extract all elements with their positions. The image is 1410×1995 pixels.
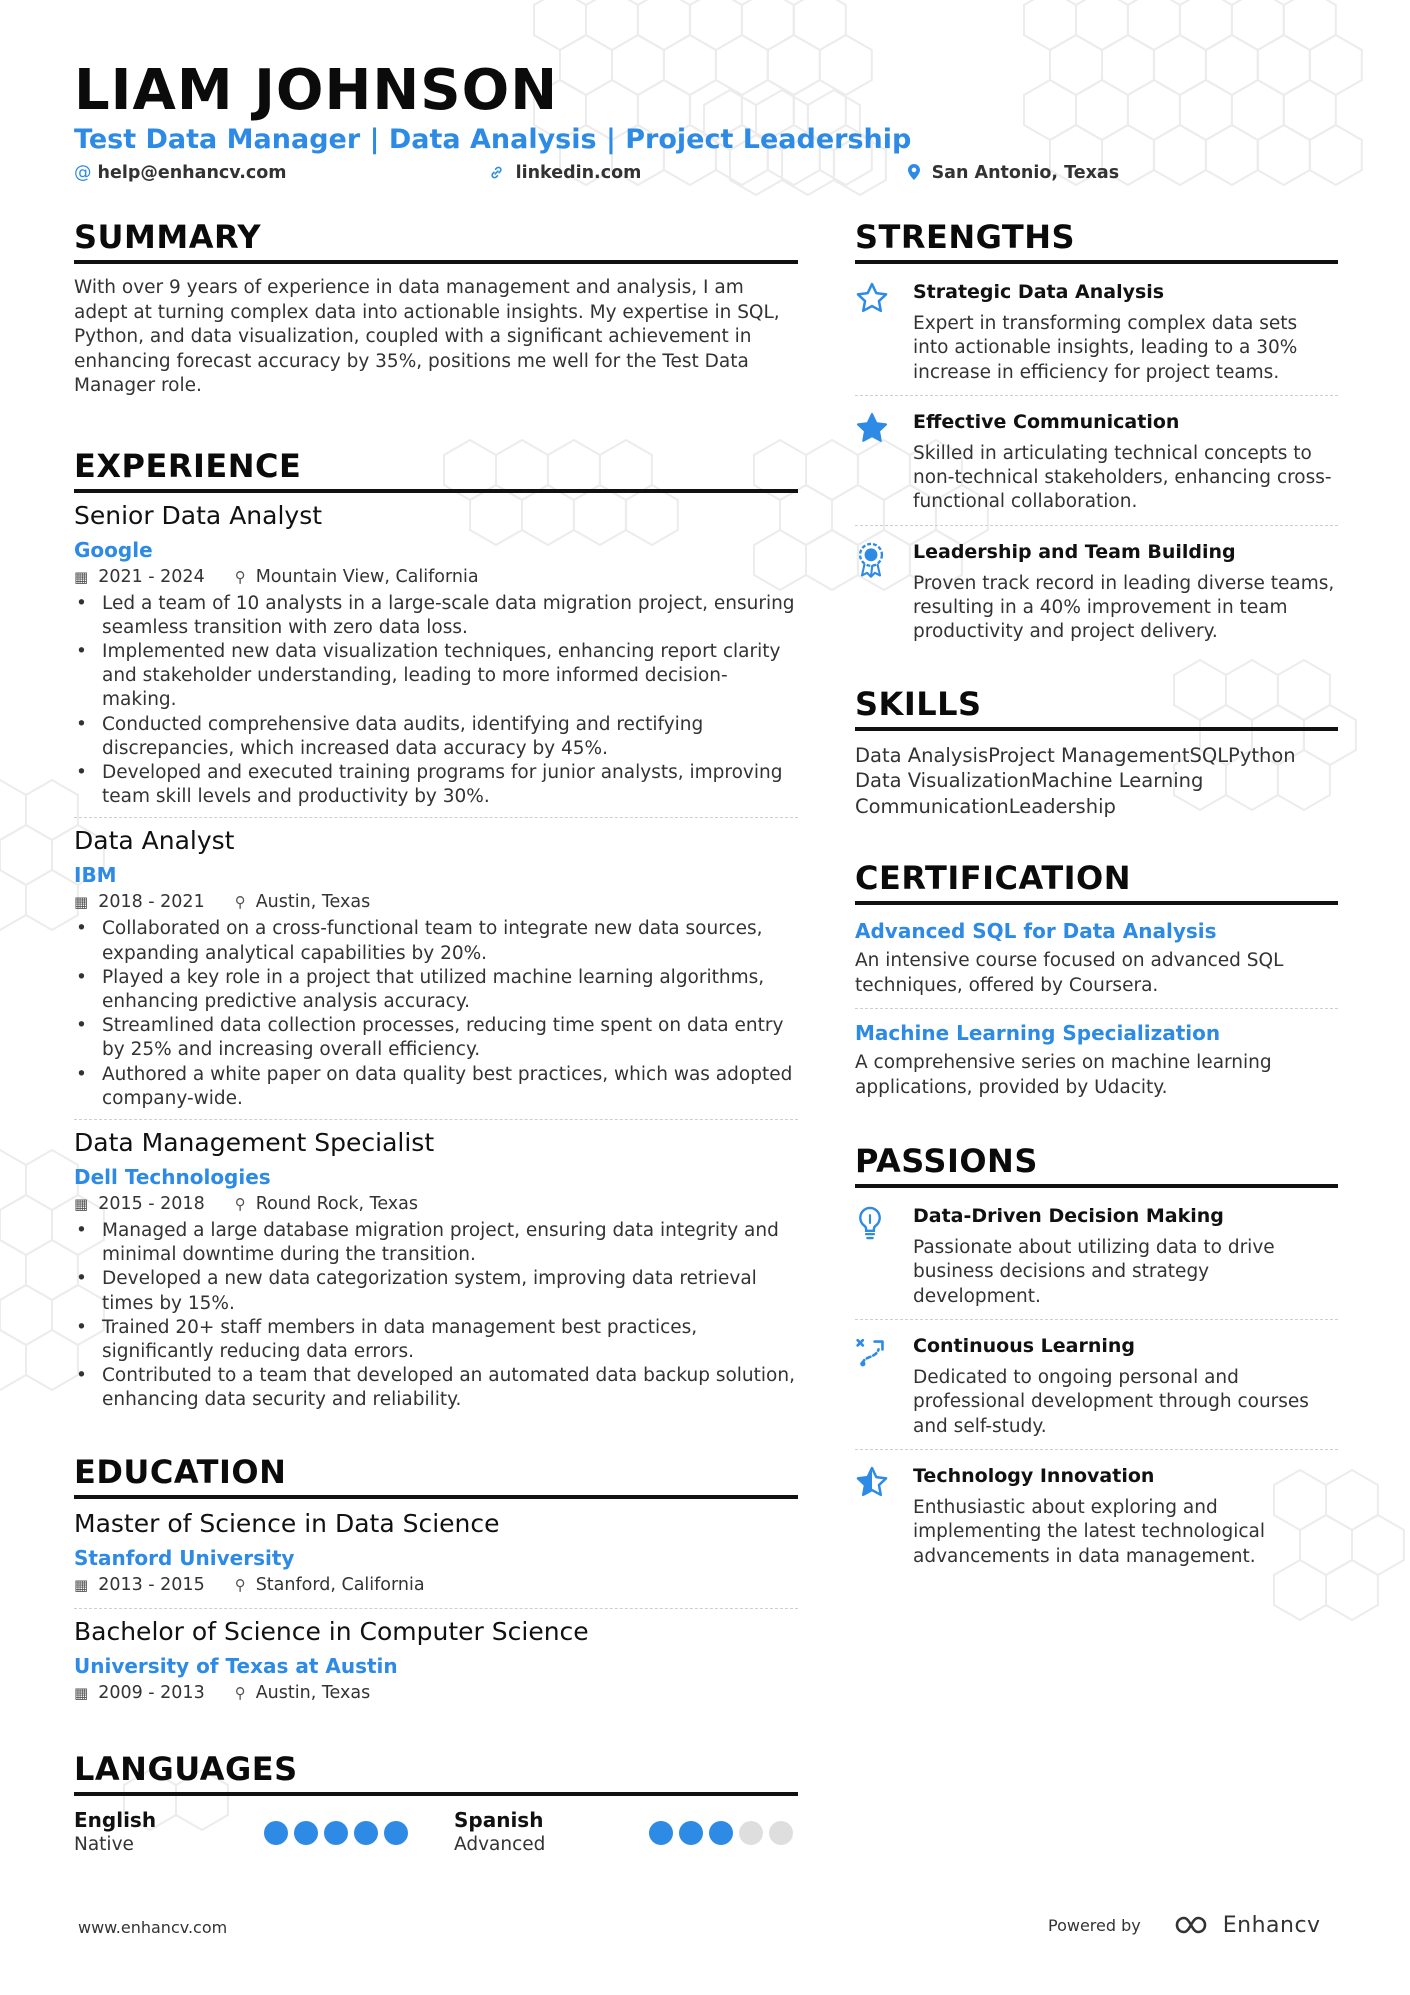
- rating-dot-empty: [739, 1821, 763, 1845]
- passion-item: [855, 1462, 1338, 1569]
- candidate-name: LIAM JOHNSON: [74, 58, 559, 123]
- company-name: IBM: [74, 863, 117, 888]
- list-item: • Developed a new data categorization system, improving data retrieval times by 15%.: [74, 1267, 798, 1315]
- location-pin-icon: [908, 163, 926, 183]
- rating-dot-filled: [324, 1821, 348, 1845]
- strength-item: [855, 408, 1338, 515]
- route-icon: [855, 1332, 913, 1439]
- language-level: Advanced: [454, 1833, 546, 1855]
- language-level: Native: [74, 1833, 134, 1855]
- rating-dot-empty: [769, 1821, 793, 1845]
- certification-item: [855, 1019, 1338, 1100]
- star-outline-icon: [855, 278, 913, 385]
- company-name: Dell Technologies: [74, 1164, 271, 1189]
- lightbulb-icon: [855, 1202, 913, 1309]
- powered-by-label: Powered by: [1048, 1915, 1141, 1935]
- divider: [74, 817, 798, 818]
- language-rating: [649, 1808, 793, 1845]
- divider: [855, 1319, 1338, 1320]
- certification-name: Advanced SQL for Data Analysis: [855, 919, 1217, 944]
- job-dates: 2021 - 2024: [98, 566, 205, 587]
- calendar-icon: ▦: [74, 893, 89, 912]
- star-filled-icon: [855, 408, 913, 515]
- rating-dot-filled: [354, 1821, 378, 1845]
- rating-dot-filled: [384, 1821, 408, 1845]
- certification-text: A comprehensive series on machine learning applications, provided by Udacity.: [855, 1052, 1272, 1098]
- passion-title: Technology Innovation: [913, 1464, 1155, 1487]
- job-dates: 2018 - 2021: [98, 892, 205, 913]
- brand-name: Enhancv: [1222, 1912, 1321, 1938]
- divider: [855, 1449, 1338, 1450]
- at-icon: @: [74, 163, 92, 183]
- skills-list: [855, 743, 1338, 820]
- job-meta: [74, 1191, 798, 1217]
- experience-entry: [74, 1126, 798, 1413]
- job-title: Senior Data Analyst: [74, 500, 323, 530]
- company-name: Google: [74, 537, 153, 562]
- rating-dot-filled: [294, 1821, 318, 1845]
- skills-line: CommunicationLeadership: [855, 794, 1116, 818]
- divider: [74, 1119, 798, 1120]
- experience-entry: [74, 499, 798, 810]
- job-meta: [74, 889, 798, 915]
- passion-title: Continuous Learning: [913, 1335, 1136, 1358]
- skills-line: Data AnalysisProject ManagementSQLPython: [855, 743, 1296, 767]
- candidate-headline: Test Data Manager | Data Analysis | Project Leadership: [74, 124, 912, 155]
- languages-list: [74, 1808, 798, 1857]
- list-item: • Developed and executed training programs for junior analysts, improving team skill levels and productivity by 30%.: [74, 761, 798, 809]
- certification-item: [855, 917, 1338, 998]
- job-location: Mountain View, California: [255, 566, 479, 587]
- calendar-icon: ▦: [74, 1194, 89, 1213]
- job-dates: 2015 - 2018: [98, 1193, 205, 1214]
- strength-item: [855, 278, 1338, 385]
- divider: [74, 1608, 798, 1609]
- education-heading: EDUCATION: [74, 1453, 798, 1499]
- list-item: • Conducted comprehensive data audits, identifying and rectifying discrepancies, which increased data accuracy by 45%.: [74, 713, 798, 761]
- passion-item: [855, 1202, 1338, 1309]
- passion-item: [855, 1332, 1338, 1439]
- strength-item: [855, 538, 1338, 645]
- job-location: Austin, Texas: [255, 892, 371, 913]
- list-item: • Trained 20+ staff members in data management best practices, significantly reducing data errors.: [74, 1316, 798, 1364]
- language-item: [454, 1808, 649, 1857]
- education-location: Austin, Texas: [255, 1682, 371, 1703]
- right-column: [855, 218, 1338, 1569]
- passion-text: Enthusiastic about exploring and implementing the latest technological advancements in data management.: [913, 1496, 1265, 1567]
- location-pin-icon: ⚲: [234, 1575, 246, 1594]
- award-ribbon-icon: [855, 538, 913, 645]
- strength-text: Skilled in articulating technical concepts to non-technical stakeholders, enhancing cross-functional collaboration.: [913, 442, 1332, 513]
- passion-text: Dedicated to ongoing personal and professional development through courses and self-study.: [913, 1367, 1309, 1437]
- list-item: • Authored a white paper on data quality best practices, which was adopted company-wide.: [74, 1063, 798, 1111]
- education-meta: [74, 1680, 798, 1706]
- rating-dot-filled: [679, 1821, 703, 1845]
- strength-title: Strategic Data Analysis: [913, 281, 1165, 303]
- job-title: Data Analyst: [74, 826, 235, 856]
- job-meta: [74, 564, 798, 590]
- strengths-heading: STRENGTHS: [855, 218, 1338, 264]
- divider: [855, 1008, 1338, 1009]
- skills-line: Data VisualizationMachine Learning: [855, 769, 1204, 793]
- contact-location: [908, 163, 1119, 183]
- location-pin-icon: ⚲: [234, 893, 246, 912]
- certification-text: An intensive course focused on advanced SQL techniques, offered by Coursera.: [855, 950, 1284, 996]
- job-bullets: [74, 917, 798, 1111]
- calendar-icon: ▦: [74, 1683, 89, 1702]
- left-column: [74, 218, 798, 1857]
- rating-dot-filled: [709, 1821, 733, 1845]
- school-name: University of Texas at Austin: [74, 1653, 398, 1678]
- location-pin-icon: ⚲: [234, 1194, 246, 1213]
- education-entry: [74, 1507, 798, 1598]
- rating-dot-filled: [649, 1821, 673, 1845]
- calendar-icon: ▦: [74, 567, 89, 586]
- list-item: • Managed a large database migration project, ensuring data integrity and minimal downtime during the transition.: [74, 1219, 798, 1267]
- summary-heading: SUMMARY: [74, 218, 798, 264]
- divider: [855, 525, 1338, 526]
- location-text: San Antonio, Texas: [931, 163, 1120, 183]
- job-title: Data Management Specialist: [74, 1127, 435, 1157]
- job-bullets: [74, 1219, 798, 1413]
- passion-text: Passionate about utilizing data to drive business decisions and strategy development.: [913, 1237, 1275, 1307]
- degree-title: Bachelor of Science in Computer Science: [74, 1616, 589, 1646]
- strength-title: Effective Communication: [913, 410, 1180, 433]
- location-pin-icon: ⚲: [234, 1683, 246, 1702]
- language-name: Spanish: [454, 1807, 544, 1832]
- footer-branding[interactable]: [1048, 1912, 1321, 1938]
- footer-website[interactable]: www.enhancv.com: [78, 1918, 228, 1937]
- list-item: • Streamlined data collection processes, reducing time spent on data entry by 25% and increasing overall efficiency.: [74, 1014, 798, 1062]
- list-item: • Collaborated on a cross-functional team to integrate new data sources, expanding analytical capabilities by 20%.: [74, 917, 798, 965]
- language-item: [74, 1808, 264, 1857]
- certification-heading: CERTIFICATION: [855, 859, 1338, 905]
- list-item: • Implemented new data visualization techniques, enhancing report clarity and stakeholder understanding, leading to more informed decision-making.: [74, 640, 798, 713]
- star-half-icon: [855, 1462, 913, 1569]
- rating-dot-filled: [264, 1821, 288, 1845]
- contact-email[interactable]: [74, 163, 287, 183]
- summary-text: With over 9 years of experience in data management and analysis, I am adept at turning complex data into actionable insights. My expertise in SQL, Python, and data visualization, coupled with a significant achievement in enhancing forecast accuracy by 35%, positions me well for the Test Data Manager role.: [74, 277, 780, 396]
- location-pin-icon: ⚲: [234, 567, 246, 586]
- divider: [855, 395, 1338, 396]
- experience-heading: EXPERIENCE: [74, 447, 798, 493]
- languages-heading: LANGUAGES: [74, 1750, 798, 1796]
- education-entry: [74, 1615, 798, 1706]
- education-dates: 2009 - 2013: [98, 1682, 205, 1703]
- job-location: Round Rock, Texas: [255, 1193, 418, 1214]
- language-rating: [264, 1808, 454, 1845]
- calendar-icon: ▦: [74, 1575, 89, 1594]
- degree-title: Master of Science in Data Science: [74, 1508, 500, 1538]
- skills-heading: SKILLS: [855, 685, 1338, 731]
- job-bullets: [74, 592, 798, 810]
- list-item: • Contributed to a team that developed an automated data backup solution, enhancing data security and reliability.: [74, 1364, 798, 1412]
- contact-linkedin[interactable]: [489, 163, 641, 183]
- strength-text: Expert in transforming complex data sets into actionable insights, leading to a 30% increase in efficiency for project teams.: [913, 313, 1298, 383]
- passions-heading: PASSIONS: [855, 1142, 1338, 1188]
- email-text: help@enhancv.com: [97, 163, 287, 183]
- education-location: Stanford, California: [255, 1574, 425, 1595]
- enhancv-logo-icon: [1167, 1912, 1215, 1938]
- list-item: • Played a key role in a project that utilized machine learning algorithms, enhancing predictive analysis accuracy.: [74, 966, 798, 1014]
- passion-title: Data-Driven Decision Making: [913, 1205, 1224, 1228]
- education-meta: [74, 1572, 798, 1598]
- list-item: • Led a team of 10 analysts in a large-scale data migration project, ensuring seamless transition with zero data loss.: [74, 592, 798, 640]
- experience-entry: [74, 824, 798, 1111]
- language-name: English: [74, 1807, 157, 1832]
- certification-name: Machine Learning Specialization: [855, 1021, 1221, 1046]
- strength-text: Proven track record in leading diverse teams, resulting in a 40% improvement in team productivity and project delivery.: [913, 572, 1335, 643]
- linkedin-text: linkedin.com: [515, 163, 642, 183]
- school-name: Stanford University: [74, 1545, 295, 1570]
- education-dates: 2013 - 2015: [98, 1574, 205, 1595]
- link-icon: [489, 163, 510, 183]
- strength-title: Leadership and Team Building: [913, 540, 1236, 563]
